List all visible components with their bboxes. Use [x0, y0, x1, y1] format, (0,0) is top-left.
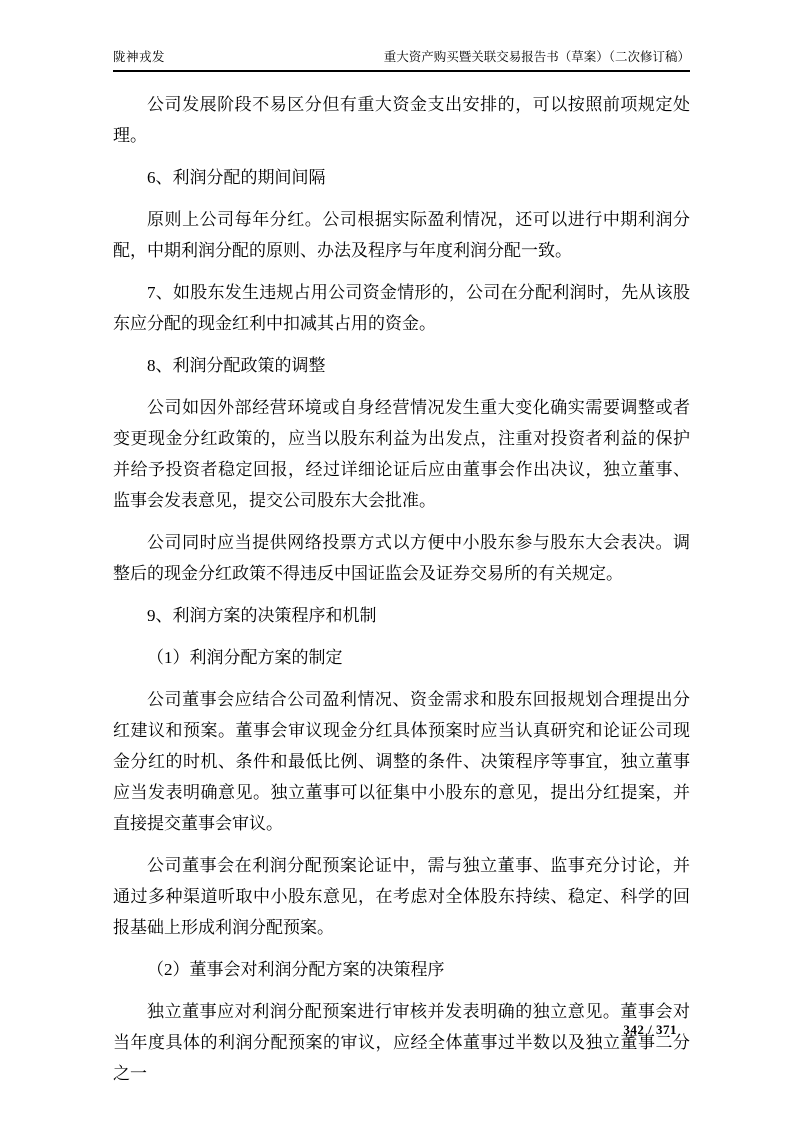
paragraph: 原则上公司每年分红。公司根据实际盈利情况，还可以进行中期利润分配，中期利润分配的原则、办法及程序与年度利润分配一致。: [113, 210, 690, 260]
page-header: [113, 50, 690, 72]
header-report-title: 重大资产购买暨关联交易报告书（草案）（二次修订稿）: [383, 50, 690, 64]
paragraph: 独立董事应对利润分配预案进行审核并发表明确的独立意见。董事会对当年度具体的利润分配预案的审议，应经全体董事过半数以及独立董事二分之一: [113, 1002, 690, 1083]
section-heading: （1）利润分配方案的制定: [147, 648, 343, 667]
paragraph: 公司同时应当提供网络投票方式以方便中小股东参与股东大会表决。调整后的现金分红政策不得违反中国证监会及证券交易所的有关规定。: [113, 533, 690, 583]
section-heading: （2）董事会对利润分配方案的决策程序: [147, 960, 445, 979]
paragraph: 公司发展阶段不易区分但有重大资金支出安排的，可以按照前项规定处理。: [113, 95, 690, 145]
paragraph: 7、如股东发生违规占用公司资金情形的，公司在分配利润时，先从该股东应分配的现金红利中扣减其占用的资金。: [113, 283, 690, 333]
paragraph: 公司如因外部经营环境或自身经营情况发生重大变化确实需要调整或者变更现金分红政策的，应当以股东利益为出发点，注重对投资者利益的保护并给予投资者稳定回报，经过详细论证后应由董事会作出决议，独立董事、监事会发表意见，提交公司股东大会批准。: [113, 398, 690, 510]
page-number: 342 / 371: [623, 1022, 677, 1037]
section-heading: 6、利润分配的期间间隔: [147, 168, 326, 187]
header-company-name: 陇神戎发: [113, 50, 166, 64]
section-heading: 8、利润分配政策的调整: [147, 356, 326, 375]
paragraph: 公司董事会应结合公司盈利情况、资金需求和股东回报规划合理提出分红建议和预案。董事会审议现金分红具体预案时应当认真研究和论证公司现金分红的时机、条件和最低比例、调整的条件、决策程序等事宜，独立董事应当发表明确意见。独立董事可以征集中小股东的意见，提出分红提案，并直接提交董事会审议。: [113, 690, 690, 833]
section-heading: 9、利润方案的决策程序和机制: [147, 606, 377, 625]
paragraph: 公司董事会在利润分配预案论证中，需与独立董事、监事充分讨论，并通过多种渠道听取中小股东意见，在考虑对全体股东持续、稳定、科学的回报基础上形成利润分配预案。: [113, 856, 690, 937]
document-body: [113, 89, 690, 1100]
